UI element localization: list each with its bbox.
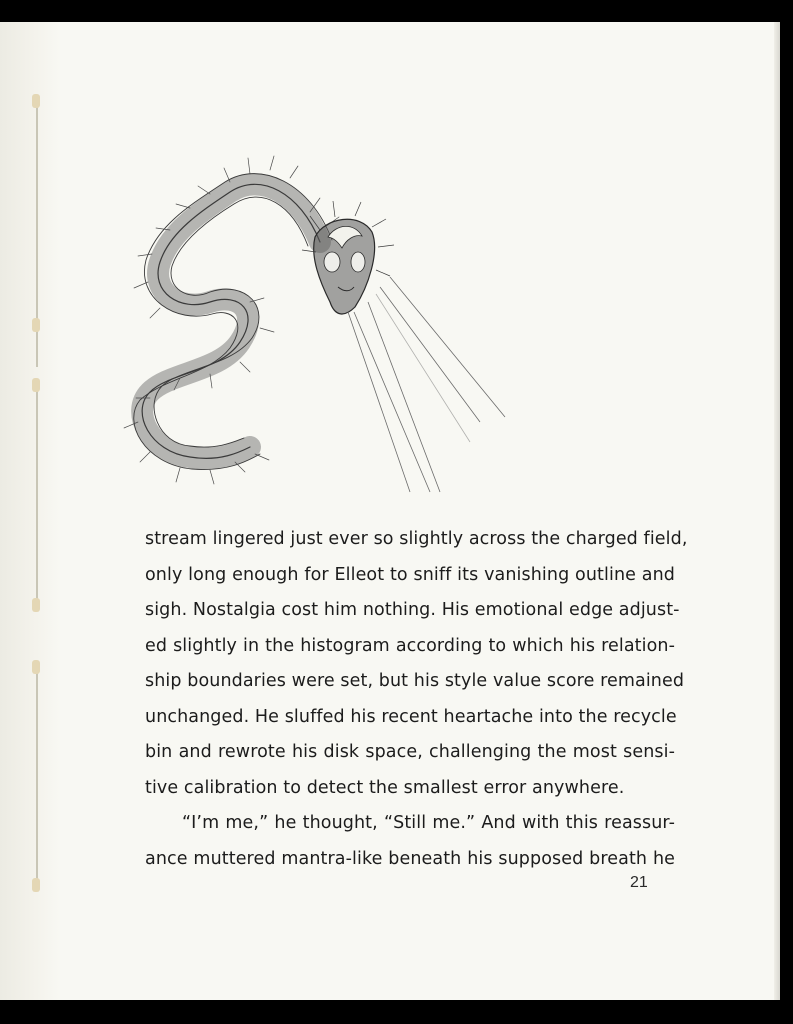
binding-stitch — [32, 598, 40, 612]
text-line: bin and rewrote his disk space, challenging the most sensi- — [145, 742, 675, 762]
text-line: stream lingered just ever so slightly across the charged field, — [145, 529, 688, 549]
binding-stitch — [32, 378, 40, 392]
page-edge — [774, 22, 780, 1000]
text-line: tive calibration to detect the smallest error anywhere. — [145, 777, 625, 798]
light-beams — [348, 277, 505, 492]
page-number: 21 — [630, 874, 648, 891]
binding-stitch — [32, 94, 40, 108]
binding-stitch — [32, 318, 40, 332]
binding-stitch — [32, 660, 40, 674]
serpent-body — [124, 156, 339, 484]
text-line: sigh. Nostalgia cost him nothing. His emotional edge adjust- — [145, 600, 680, 620]
body-text — [145, 522, 688, 877]
text-line: “I’m me,” he thought, “Still me.” And with this reassur- — [182, 813, 675, 833]
book-page — [0, 22, 780, 1000]
text-line: ance muttered mantra-like beneath his supposed breath he — [145, 848, 675, 869]
serpent-creature-illustration — [110, 112, 530, 512]
text-line: ship boundaries were set, but his style value score remained — [145, 671, 685, 691]
text-line: unchanged. He sluffed his recent heartache into the recycle — [145, 706, 677, 727]
binding-thread — [36, 662, 38, 882]
text-line: ed slightly in the histogram according to which his relation- — [145, 635, 675, 656]
text-line: only long enough for Elleot to sniff its vanishing outline and — [145, 564, 675, 585]
page-gutter — [0, 22, 60, 1000]
binding-thread — [36, 382, 38, 602]
binding-stitch — [32, 878, 40, 892]
